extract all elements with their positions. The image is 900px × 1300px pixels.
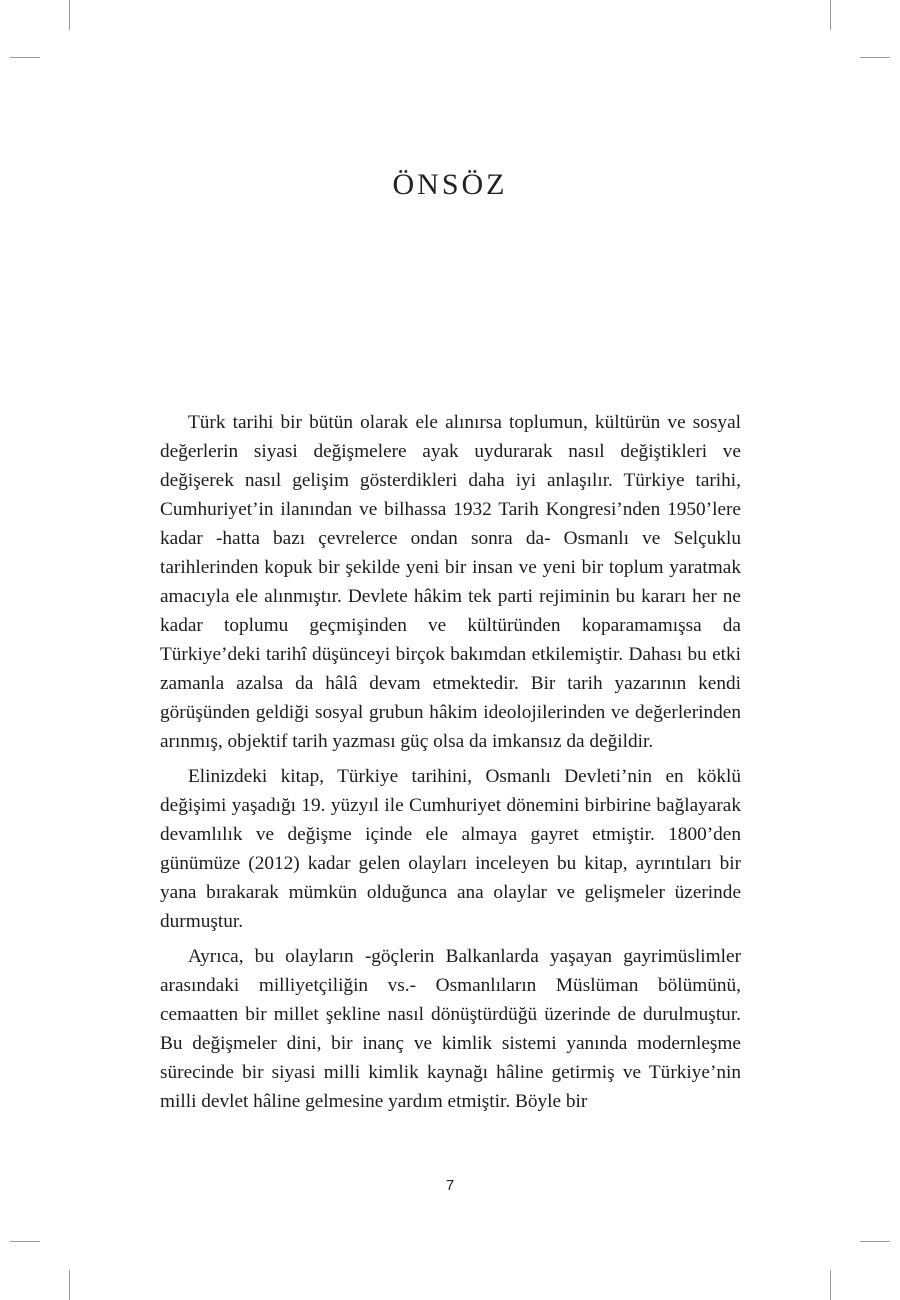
crop-mark-bottom-left [69,1270,70,1300]
crop-mark-top-left [69,0,70,30]
crop-mark-right-bottom [860,1241,890,1242]
crop-mark-bottom-right [830,1270,831,1300]
crop-mark-right-top [860,57,890,58]
crop-mark-left-top [10,57,40,58]
paragraph-1: Türk tarihi bir bütün olarak ele alınırsa toplumun, kültürün ve sosyal değerlerin siyasi değişmelere ayak uydurarak nasıl değiştikleri ve değişerek nasıl gelişim gösterdikleri daha iyi anlaşılır. Türkiye tarihi, Cumhuriyet’in ilanından ve bilhassa 1932 Tarih Kongresi’nden 1950’lere kadar -hatta bazı çevrelerce ondan sonra da- Osmanlı ve Selçuklu tarihlerinden kopuk bir şekilde yeni bir insan ve yeni bir toplum yaratmak amacıyla ele alınmıştır. Devlete hâkim tek parti rejiminin bu kararı her ne kadar toplumu geçmişinden ve kültüründen koparamamışsa da Türkiye’deki tarihî düşünceyi birçok bakımdan etkilemiştir. Dahası bu etki zamanla azalsa da hâlâ devam etmektedir. Bir tarih yazarının kendi görüşünden geldiği sosyal grubun hâkim ideolojilerinden ve değerlerinden arınmış, objektif tarih yazması güç olsa da imkansız da değildir. [160,412,741,752]
page-number: 7 [445,1177,455,1194]
paragraph-3: Ayrıca, bu olayların -göçlerin Balkanlarda yaşayan gayrimüslimler arasındaki milliyetçiliğin vs.- Osmanlıların Müslüman bölümünü, cemaatten bir millet şekline nasıl dönüştürdüğü üzerinde de durulmuştur. Bu değişmeler dini, bir inanç ve kimlik sistemi yanında modernleşme sürecinde bir siyasi milli kimlik kaynağı hâline getirmiş ve Türkiye’nin milli devlet hâline gelmesine yardım etmiştir. Böyle bir [160,946,741,1112]
crop-mark-left-bottom [10,1241,40,1242]
chapter-title: ÖNSÖZ [392,168,508,201]
body-text [160,408,741,1122]
crop-mark-top-right [830,0,831,30]
paragraph-2: Elinizdeki kitap, Türkiye tarihini, Osmanlı Devleti’nin en köklü değişimi yaşadığı 19. yüzyıl ile Cumhuriyet dönemini birbirine bağlayarak devamlılık ve değişme içinde ele almaya gayret etmiştir. 1800’den günümüze (2012) kadar gelen olayları inceleyen bu kitap, ayrıntıları bir yana bırakarak mümkün olduğunca ana olaylar ve gelişmeler üzerinde durmuştur. [160,766,741,932]
